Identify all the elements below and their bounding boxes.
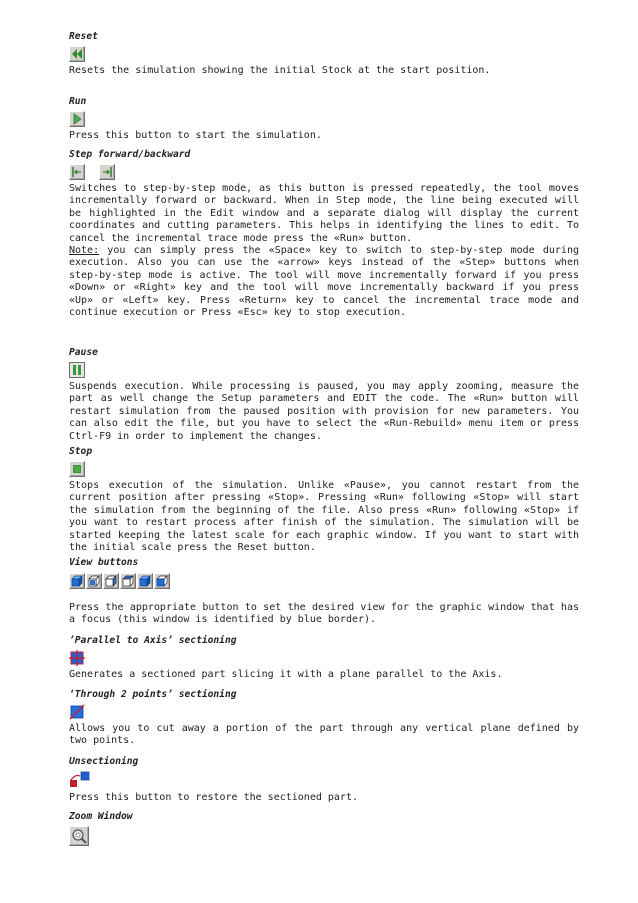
- section-title: ‘Through 2 points’ sectioning: [69, 689, 237, 700]
- section-run: [69, 96, 579, 142]
- section-title: ’Parallel to Axis’ sectioning: [69, 635, 237, 646]
- section-title: Reset: [69, 31, 98, 42]
- stop-icon[interactable]: [69, 461, 85, 477]
- section-parallel-sectioning: [69, 635, 579, 681]
- note-text: you can simply press the «Space» key to switch to step-by-step mode during execution. Also you can use the «arrow» keys instead of the «Step» buttons when step-by-step mode is active. The tool will move incrementally forward if you press «Down» or «Right» key and the tool will move incrementally backward if you press «Up» or «Left» key. Press «Return» key to cancel the incremental trace mode and continue execution or Press «Esc» key to stop execution.: [69, 245, 579, 319]
- section-unsectioning: [69, 756, 579, 804]
- section-body: Press this button to start the simulation.: [69, 130, 322, 141]
- section-body: Generates a sectioned part slicing it with a plane parallel to the Axis.: [69, 669, 503, 680]
- section-body: Suspends execution. While processing is paused, you may apply zooming, measure the part as well change the Setup parameters and EDIT the code. The «Run» button will restart simulation from the paused position with provision for new parameters. You can also edit the file, but you have to select the «Run-Rebuild» menu item or press Ctrl-F9 in order to implement the changes.: [69, 381, 579, 442]
- front-view-icon[interactable]: [86, 573, 102, 589]
- section-zoom-window: [69, 811, 579, 849]
- section-view-buttons: [69, 557, 579, 627]
- section-body: Switches to step-by-step mode, as this button is pressed repeatedly, the tool moves incrementally forward or backward. When in Step mode, the line being executed will be highlighted in the Edit window and a separate dialog will display the current coordinates and cutting parameters. This helps in identifying the lines to edit. To cancel the incremental trace mode press the «Run» button.: [69, 183, 579, 244]
- section-note: [69, 245, 579, 319]
- zoom-window-icon[interactable]: [69, 826, 89, 846]
- unsection-icon[interactable]: [69, 770, 93, 790]
- section-body: Press the appropriate button to set the desired view for the graphic window that has a focus (this window is identified by blue border).: [69, 602, 579, 626]
- two-point-section-icon[interactable]: [69, 704, 85, 720]
- section-body: Press this button to restore the sectioned part.: [69, 792, 358, 803]
- section-body: Allows you to cut away a portion of the part through any vertical plane defined by two points.: [69, 723, 579, 747]
- section-step: [69, 149, 579, 319]
- side-view-icon[interactable]: [103, 573, 119, 589]
- rewind-icon[interactable]: [69, 46, 85, 62]
- section-title: Pause: [69, 347, 98, 358]
- iso-view-icon[interactable]: [137, 573, 153, 589]
- section-two-point-sectioning: [69, 689, 579, 748]
- section-title: Stop: [69, 446, 93, 457]
- parallel-section-icon[interactable]: [69, 650, 85, 666]
- top-view-icon[interactable]: [120, 573, 136, 589]
- section-title: Step forward/backward: [69, 149, 191, 160]
- section-title: Unsectioning: [69, 756, 139, 767]
- section-title: View buttons: [69, 557, 139, 568]
- step-forward-icon[interactable]: [99, 164, 115, 180]
- section-stop: [69, 446, 579, 554]
- cube-view-icon[interactable]: [69, 573, 85, 589]
- section-reset: [69, 31, 579, 77]
- section-title: Zoom Window: [69, 811, 133, 822]
- section-pause: [69, 347, 579, 443]
- section-body: Stops execution of the simulation. Unlike «Pause», you cannot restart from the current position after pressing «Stop». Pressing «Run» following «Stop» will start the simulation from the beginning of the file. Also press «Run» following «Stop» if you want to restart process after finish of the simulation. The simulation will be started keeping the latest scale for each graphic window. If you want to start with the initial scale press the Reset button.: [69, 480, 579, 554]
- note-label: Note:: [69, 245, 100, 257]
- pause-icon[interactable]: [69, 362, 85, 378]
- back-view-icon[interactable]: [154, 573, 170, 589]
- section-title: Run: [69, 96, 87, 107]
- section-body: Resets the simulation showing the initial Stock at the start position.: [69, 65, 491, 76]
- play-icon[interactable]: [69, 111, 85, 127]
- step-backward-icon[interactable]: [69, 164, 85, 180]
